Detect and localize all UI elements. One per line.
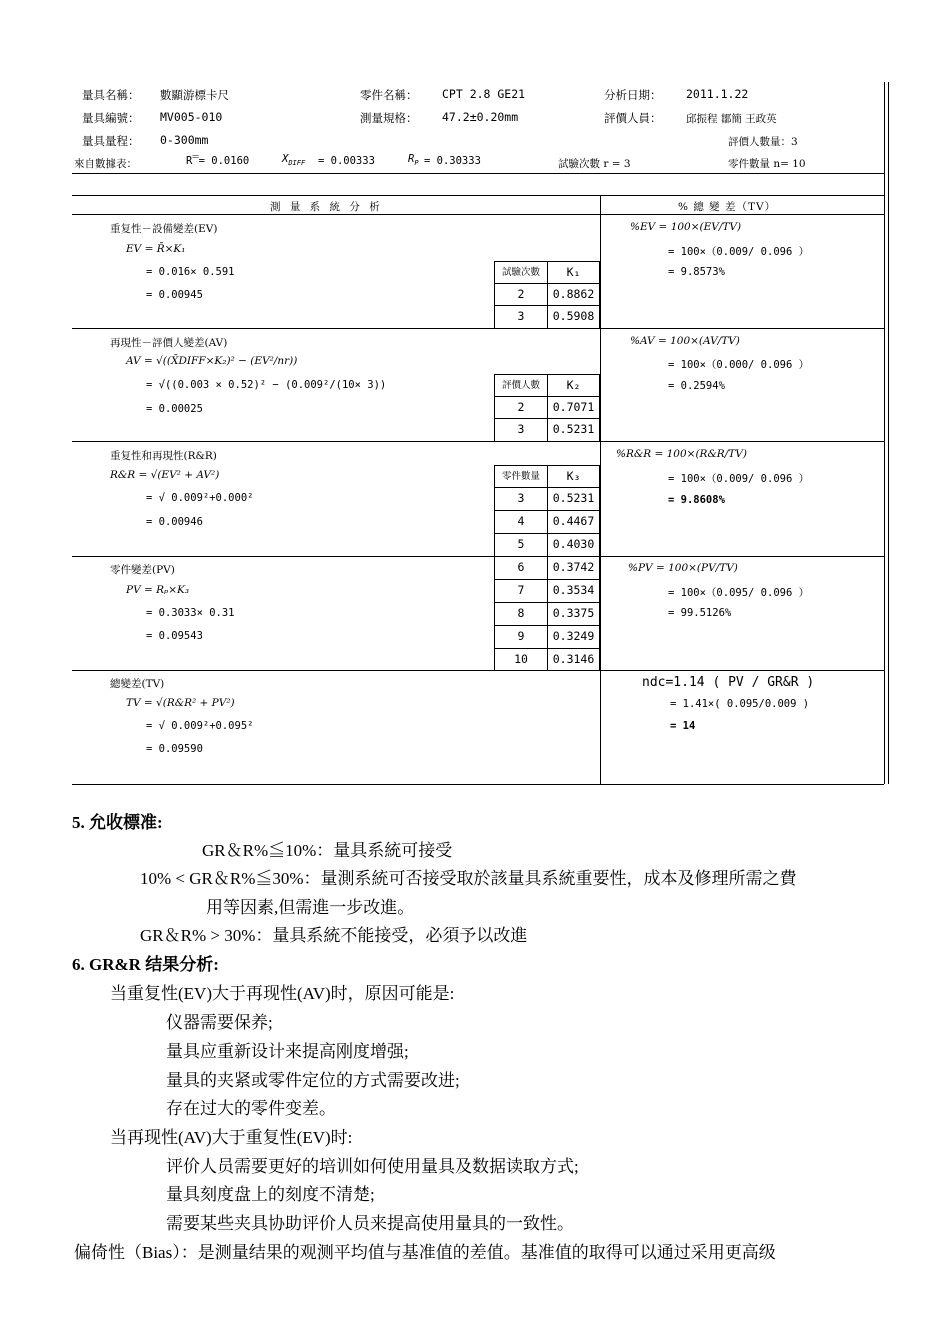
pv-pct-formula: %PV = 100×(PV/TV) (628, 562, 738, 574)
pv-title: 零件變差(PV) (110, 564, 175, 576)
xdiff-value: = 0.00333 (318, 155, 375, 167)
av-title: 再現性－評價人變差(AV) (110, 337, 228, 349)
av-formula: AV = √((X̄DIFF×K₂)² − (EV²/nr)) (126, 355, 298, 367)
k3-row-k: 0.3742 (547, 556, 600, 580)
k3-row-k: 0.3249 (547, 625, 600, 649)
rp-symbol: $R_P$ (408, 153, 419, 168)
rr-title: 重复性和再現性(R&R) (110, 450, 217, 462)
criterion-1: GR＆R%≦10%：量具系統可接受 (202, 841, 453, 860)
ev-k-row-k: 0.8862 (547, 283, 600, 306)
av-section-divider (72, 441, 884, 442)
part-name: CPT 2.8 GE21 (442, 87, 526, 101)
list-item: 存在过大的零件变差。 (166, 1099, 336, 1118)
spec-label: 測量規格： (360, 111, 418, 125)
rp-value: = 0.30333 (424, 155, 481, 167)
from-table-label: 來自數據表： (74, 158, 137, 170)
list-item: 需要某些夹具协助评价人员来提高使用量具的一致性。 (166, 1214, 574, 1233)
tv-calc: = √ 0.009²+0.095² (146, 720, 254, 732)
k3-row-k: 0.4030 (547, 533, 600, 557)
av-k-header-k: K₂ (547, 374, 600, 397)
k3-row-k: 0.3534 (547, 579, 600, 603)
ev-k-header-k: K₁ (547, 261, 600, 284)
ev-k-row-k: 0.5908 (547, 305, 600, 329)
ev-pct-calc: = 100×（0.009/ 0.096 ） (668, 246, 810, 258)
av-pct-formula: %AV = 100×(AV/TV) (630, 335, 740, 347)
list-item: 量具的夹紧或零件定位的方式需要改进; (166, 1071, 460, 1090)
rr-section-divider-left (72, 556, 494, 557)
pv-pct-result: = 99.5126% (668, 607, 732, 619)
av-k-header-appraisers: 評價人數 (494, 374, 548, 397)
section-5-title: 5. 允收標准: (72, 813, 163, 832)
range-label: 量具量程： (82, 134, 140, 148)
rbar-value: R̿= 0.0160 (186, 155, 250, 167)
list-item: 仪器需要保养; (166, 1013, 273, 1032)
range: 0-300mm (160, 133, 209, 147)
table-title-top-line (72, 195, 884, 196)
gauge-no: MV005-010 (160, 110, 223, 124)
ev-title: 重复性－設備變差(EV) (110, 223, 218, 235)
tv-title: 總變差(TV) (110, 678, 165, 690)
part-name-label: 零件名稱： (360, 88, 418, 102)
left-title: 測 量 系 統 分 析 (270, 201, 383, 213)
k3-row-n: 7 (494, 579, 548, 603)
pv-pct-calc: = 100×（0.095/ 0.096 ） (668, 587, 810, 599)
list-item: 评价人员需要更好的培训如何使用量具及数据读取方式; (166, 1157, 579, 1176)
k3-row-k: 0.3375 (547, 602, 600, 626)
gauge-name-label: 量具名稱： (82, 88, 140, 102)
criterion-3: GR＆R% > 30%：量具系統不能接受，必須予以改進 (140, 926, 528, 945)
rr-pct-formula: %R&R = 100×(R&R/TV) (616, 448, 747, 460)
analysis-date: 2011.1.22 (686, 87, 749, 101)
gauge-name: 數顯游標卡尺 (160, 88, 229, 102)
k3-row-n: 5 (494, 533, 548, 557)
k3-row-n: 3 (494, 487, 548, 511)
pv-formula: PV = Rₚ×K₃ (126, 584, 190, 596)
rr-pct-calc: = 100×（0.009/ 0.096 ） (668, 473, 810, 485)
av-pct-result: = 0.2594% (668, 380, 725, 392)
av-pct-calc: = 100×（0.000/ 0.096 ） (668, 359, 810, 371)
xdiff-symbol: $X_{DIFF}$ (282, 153, 306, 168)
av-calc: = √((0.003 × 0.52)² − (0.009²/(10× 3)) (146, 379, 387, 391)
k3-row-n: 6 (494, 556, 548, 580)
av-k-row-k: 0.5231 (547, 418, 600, 442)
k3-row-k: 0.5231 (547, 487, 600, 511)
right-title: % 總 變 差（TV） (678, 201, 777, 213)
ev-k-row-n: 2 (494, 283, 548, 306)
k3-row-k: 0.4467 (547, 510, 600, 534)
gauge-no-label: 量具編號： (82, 111, 140, 125)
pv-section-divider (72, 670, 884, 671)
trials-count: 試驗次數 r = 3 (558, 158, 631, 170)
right-border-line-double (888, 82, 889, 784)
rr-calc: = √ 0.009²+0.000² (146, 492, 254, 504)
right-border-line (884, 82, 885, 784)
appraisers: 邱振程 鄒簡 王政英 (686, 113, 777, 125)
k3-row-n: 10 (494, 648, 548, 671)
ev-k-row-n: 3 (494, 305, 548, 329)
ev-greater-heading: 当重复性(EV)大于再现性(AV)时，原因可能是: (110, 984, 455, 1003)
table-bottom-line (72, 784, 884, 785)
appraiser-label: 評價人員： (604, 111, 662, 125)
criterion-2-cont: 用等因素,但需進一步改進。 (206, 898, 415, 917)
parts-count: 零件數量 n= 10 (728, 158, 806, 170)
ev-pct-formula: %EV = 100×(EV/TV) (630, 221, 742, 233)
rr-k-header-parts: 零件數量 (494, 465, 548, 488)
bias-paragraph: 偏倚性（Bias）：是测量结果的观测平均值与基准值的差值。基准值的取得可以通过采用更高级 (74, 1243, 776, 1262)
ev-k-header-trials: 試驗次數 (494, 261, 548, 284)
spec: 47.2±0.20mm (442, 110, 519, 124)
ev-result: = 0.00945 (146, 289, 203, 301)
ev-pct-result: = 9.8573% (668, 266, 725, 278)
ev-section-divider (72, 328, 884, 329)
av-k-row-n: 2 (494, 396, 548, 419)
rr-section-divider-right (600, 556, 884, 557)
ndc-calc: = 1.41×( 0.095/0.009 ) (670, 698, 810, 710)
ndc-result: = 14 (670, 720, 696, 732)
pv-result: = 0.09543 (146, 630, 203, 642)
k3-row-n: 4 (494, 510, 548, 534)
table-title-bottom-line (72, 214, 884, 215)
av-greater-heading: 当再现性(AV)大于重复性(EV)时: (110, 1128, 353, 1147)
criterion-2: 10% < GR＆R%≦30%：量測系統可否接受取於該量具系統重要性，成本及修理所需之費 (140, 869, 797, 888)
list-item: 量具应重新设计来提高刚度增强; (166, 1042, 409, 1061)
rr-k-header-k: K₃ (547, 465, 600, 488)
av-k-row-k: 0.7071 (547, 396, 600, 419)
rr-formula: R&R = √(EV² + AV²) (110, 469, 220, 481)
ev-calc: = 0.016× 0.591 (146, 266, 235, 278)
analysis-date-label: 分析日期： (604, 88, 662, 102)
pv-calc: = 0.3033× 0.31 (146, 607, 235, 619)
ndc-formula: ndc=1.14 ( PV / GR&R ) (642, 675, 815, 690)
table-center-divider (600, 195, 601, 784)
rr-pct-result: = 9.8608% (668, 494, 725, 506)
ev-formula: EV = R̄×K₁ (126, 243, 186, 255)
av-result: = 0.00025 (146, 403, 203, 415)
k3-row-n: 9 (494, 625, 548, 649)
tv-formula: TV = √(R&R² + PV²) (126, 697, 235, 709)
k3-row-k: 0.3146 (547, 648, 600, 671)
list-item: 量具刻度盘上的刻度不清楚; (166, 1185, 375, 1204)
rr-result: = 0.00946 (146, 516, 203, 528)
appraiser-count: 評價人數量：3 (728, 136, 798, 148)
table-top-line (72, 173, 884, 174)
k3-row-n: 8 (494, 602, 548, 626)
section-6-title: 6. GR&R 结果分析: (72, 955, 219, 974)
av-k-row-n: 3 (494, 418, 548, 442)
tv-result: = 0.09590 (146, 743, 203, 755)
